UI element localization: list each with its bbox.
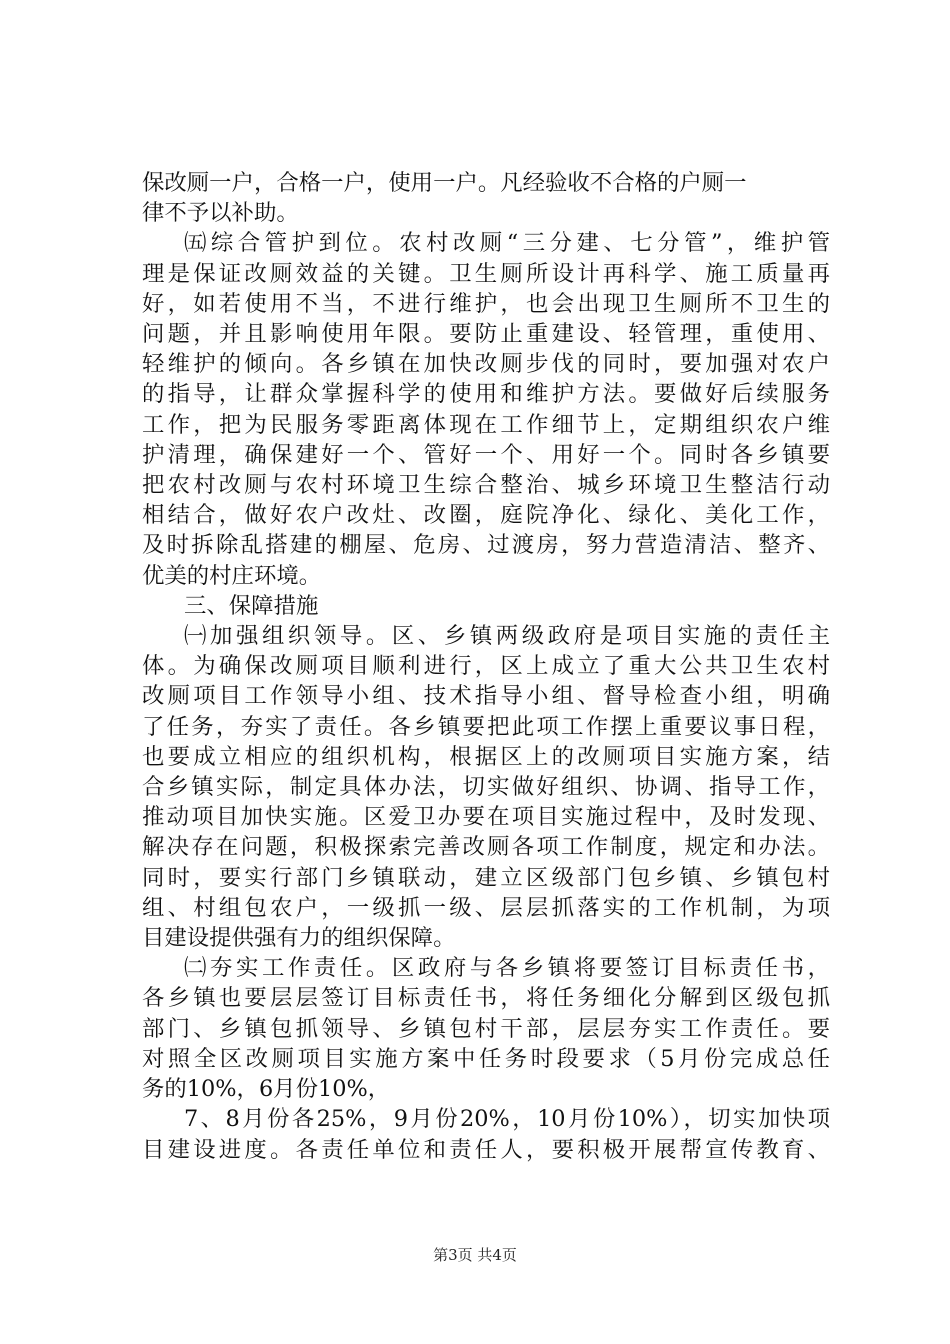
section-heading: 三、保障措施 <box>184 592 319 619</box>
text-line: 理是保证改厕效益的关键。卫生厕所设计再科学、施工质量再 <box>142 260 830 287</box>
text-line: 好，如若使用不当，不进行维护，也会出现卫生厕所不卫生的 <box>142 290 830 317</box>
text-line: 体。为确保改厕项目顺利进行，区上成立了重大公共卫生农村 <box>142 653 830 680</box>
text-line: 也要成立相应的组织机构，根据区上的改厕项目实施方案，结 <box>142 743 830 770</box>
text-line: 把农村改厕与农村环境卫生综合整治、城乡环境卫生整洁行动 <box>142 472 830 499</box>
text-line: 务的10%，6月份10%， <box>142 1076 391 1103</box>
text-line: 各乡镇也要层层签订目标责任书，将任务细化分解到区级包抓 <box>142 985 830 1012</box>
text-line: 工作，把为民服务零距离体现在工作细节上，定期组织农户维 <box>142 411 830 438</box>
text-line: 护清理，确保建好一个、管好一个、用好一个。同时各乡镇要 <box>142 441 830 468</box>
text-line: 保改厕一户，合格一户，使用一户。凡经验收不合格的户厕一 <box>142 170 747 196</box>
text-line: ㈡夯实工作责任。区政府与各乡镇将要签订目标责任书， <box>184 955 830 982</box>
text-line: ㈤综合管护到位。农村改厕“三分建、七分管”，维护管 <box>184 230 830 257</box>
text-line: 优美的村庄环境。 <box>142 562 322 589</box>
text-line: 及时拆除乱搭建的棚屋、危房、过渡房，努力营造清洁、整齐、 <box>142 532 830 559</box>
text-line: ㈠加强组织领导。区、乡镇两级政府是项目实施的责任主 <box>184 623 830 650</box>
text-line: 7、8月份各25%，9月份20%，10月份10%），切实加快项 <box>184 1106 830 1133</box>
text-line: 了任务，夯实了责任。各乡镇要把此项工作摆上重要议事日程， <box>142 713 830 740</box>
text-line: 部门、乡镇包抓领导、乡镇包村干部，层层夯实工作责任。要 <box>142 1015 830 1042</box>
text-line: 相结合，做好农户改灶、改圈，庭院净化、绿化、美化工作， <box>142 502 830 529</box>
page-footer: 第3页 共4页 <box>433 1246 517 1264</box>
text-line: 改厕项目工作领导小组、技术指导小组、督导检查小组，明确 <box>142 683 830 710</box>
text-line: 组、村组包农户，一级抓一级、层层抓落实的工作机制，为项 <box>142 894 830 921</box>
text-line: 对照全区改厕项目实施方案中任务时段要求（5月份完成总任 <box>142 1045 830 1072</box>
body-text <box>142 168 830 1165</box>
text-line: 合乡镇实际，制定具体办法，切实做好组织、协调、指导工作， <box>142 774 830 801</box>
text-line: 解决存在问题，积极探索完善改厕各项工作制度，规定和办法。 <box>142 834 830 861</box>
text-line: 同时，要实行部门乡镇联动，建立区级部门包乡镇、乡镇包村 <box>142 864 830 891</box>
text-line: 目建设进度。各责任单位和责任人，要积极开展帮宣传教育、 <box>142 1136 830 1163</box>
text-line: 推动项目加快实施。区爱卫办要在项目实施过程中，及时发现、 <box>142 804 830 831</box>
text-line: 问题，并且影响使用年限。要防止重建设、轻管理，重使用、 <box>142 321 830 348</box>
text-line: 目建设提供强有力的组织保障。 <box>142 925 456 952</box>
text-line: 律不予以补助。 <box>142 200 299 227</box>
text-line: 的指导，让群众掌握科学的使用和维护方法。要做好后续服务 <box>142 381 830 408</box>
text-line: 轻维护的倾向。各乡镇在加快改厕步伐的同时，要加强对农户 <box>142 351 830 378</box>
